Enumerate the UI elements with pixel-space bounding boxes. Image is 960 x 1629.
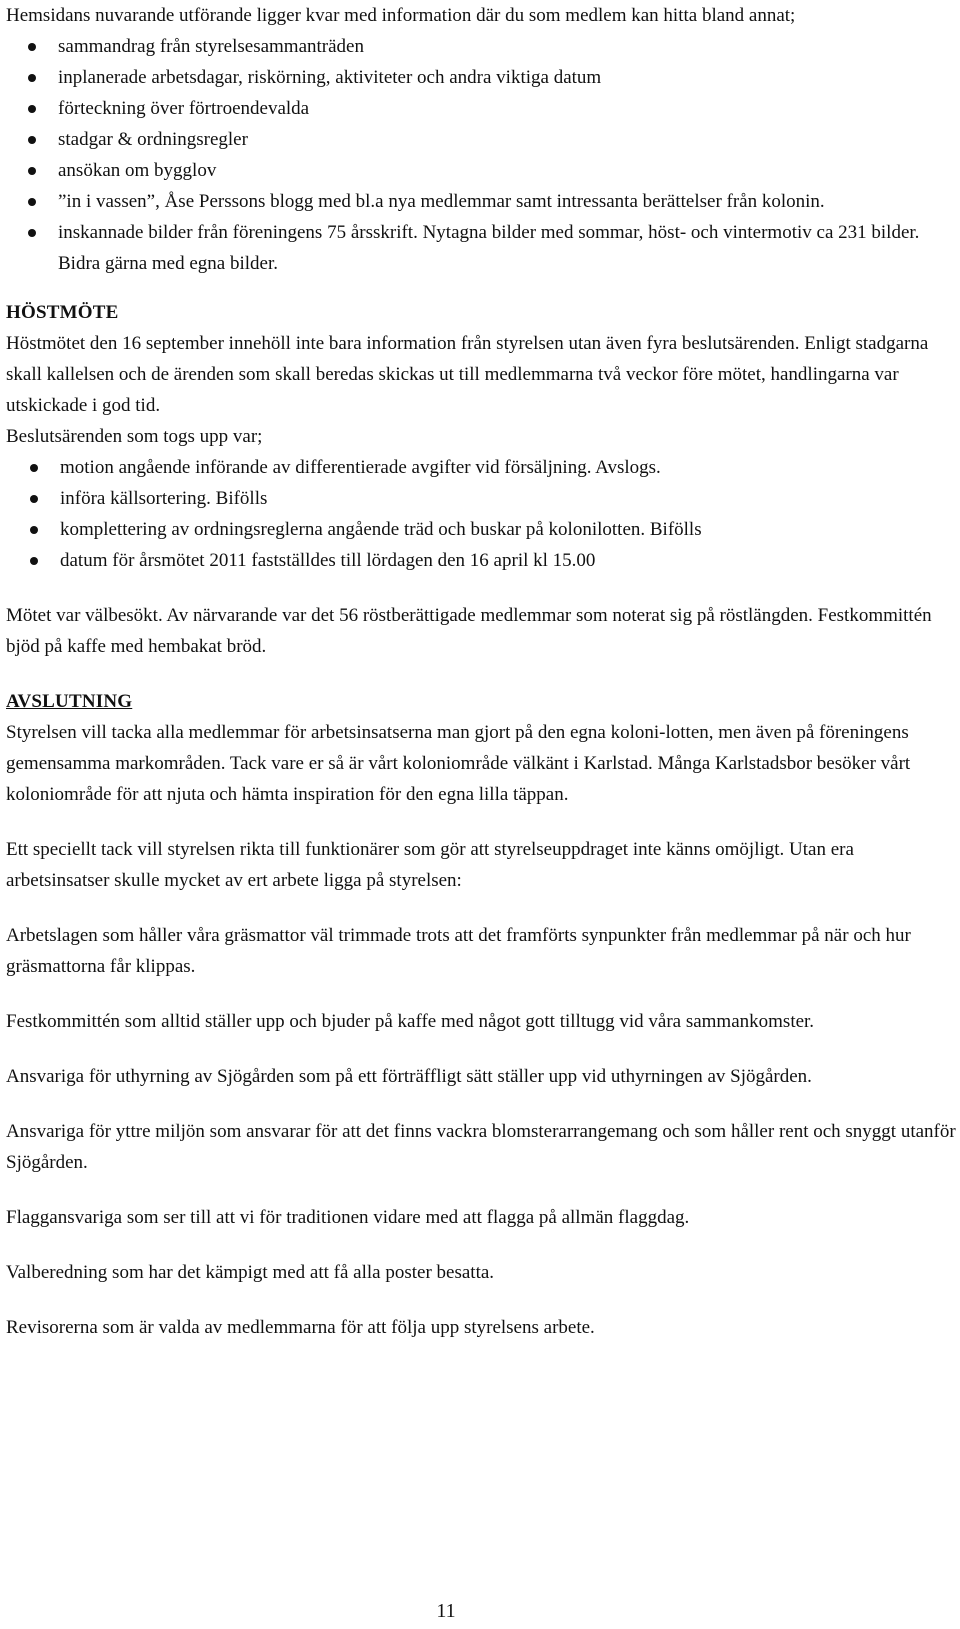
bullet-icon bbox=[28, 43, 36, 51]
bullet-icon bbox=[28, 198, 36, 206]
hostmote-lead: Beslutsärenden som togs upp var; bbox=[6, 426, 263, 447]
list-item: införa källsortering. Bifölls bbox=[6, 483, 956, 514]
list-item: motion angående införande av differentierade avgifter vid försäljning. Avslogs. bbox=[6, 452, 956, 483]
list-item: ansökan om bygglov bbox=[6, 155, 956, 186]
avslutning-paragraph: Revisorerna som är valda av medlemmarna för att följa upp styrelsens arbete. bbox=[6, 1317, 595, 1338]
avslutning-paragraph: Ett speciellt tack vill styrelsen rikta till funktionärer som gör att styrelseuppdraget inte känns omöjligt. Utan era arbetsinsatser skulle mycket av ert arbete ligga på styrelsen: bbox=[6, 839, 854, 891]
list-item: stadgar & ordningsregler bbox=[6, 124, 956, 155]
bullet-icon bbox=[28, 136, 36, 144]
bullet-icon bbox=[30, 526, 38, 534]
bullet-icon bbox=[28, 105, 36, 113]
avslutning-paragraph: Festkommittén som alltid ställer upp och bjuder på kaffe med något gott tilltugg vid våra sammankomster. bbox=[6, 1011, 815, 1032]
list-item: förteckning över förtroendevalda bbox=[6, 93, 956, 124]
hostmote-bullet-list bbox=[6, 452, 956, 576]
bullet-icon bbox=[30, 464, 38, 472]
list-item: inskannade bilder från föreningens 75 årsskrift. Nytagna bilder med sommar, höst- och vintermotiv ca 231 bilder. Bidra gärna med egna bilder. bbox=[6, 217, 956, 279]
page-number: 11 bbox=[436, 1600, 456, 1622]
list-item: datum för årsmötet 2011 fastställdes till lördagen den 16 april kl 15.00 bbox=[6, 545, 956, 576]
intro-bullet-list bbox=[6, 31, 956, 279]
list-item: ”in i vassen”, Åse Perssons blogg med bl.a nya medlemmar samt intressanta berättelser från kolonin. bbox=[6, 186, 956, 217]
hostmote-closing: Mötet var välbesökt. Av närvarande var det 56 röstberättigade medlemmar som noterat sig på röstlängden. Festkommittén bjöd på kaffe med hembakat bröd. bbox=[6, 605, 932, 657]
avslutning-paragraph: Styrelsen vill tacka alla medlemmar för arbetsinsatserna man gjort på den egna koloni-lotten, men även på föreningens gemensamma markområden. Tack vare er så är vårt koloniområde välkänt i Karlstad. Många Karlstadsbor besöker vårt koloniområde för att njuta och hämta inspiration för den egna lilla täppan. bbox=[6, 722, 911, 805]
hostmote-heading: HÖSTMÖTE bbox=[6, 302, 119, 323]
bullet-icon bbox=[30, 557, 38, 565]
list-item: inplanerade arbetsdagar, riskörning, aktiviteter och andra viktiga datum bbox=[6, 62, 956, 93]
intro-paragraph: Hemsidans nuvarande utförande ligger kvar med information där du som medlem kan hitta bland annat; bbox=[6, 5, 796, 26]
list-item: komplettering av ordningsreglerna angående träd och buskar på kolonilotten. Bifölls bbox=[6, 514, 956, 545]
avslutning-paragraph: Ansvariga för uthyrning av Sjögården som på ett förträffligt sätt ställer upp vid uthyrningen av Sjögården. bbox=[6, 1066, 812, 1087]
document-page bbox=[6, 0, 956, 1343]
avslutning-paragraph: Valberedning som har det kämpigt med att få alla poster besatta. bbox=[6, 1262, 495, 1283]
bullet-icon bbox=[28, 74, 36, 82]
bullet-icon bbox=[28, 229, 36, 237]
avslutning-paragraph: Ansvariga för yttre miljön som ansvarar för att det finns vackra blomsterarrangemang och som håller rent och snyggt utanför Sjögården. bbox=[6, 1121, 956, 1173]
bullet-icon bbox=[28, 167, 36, 175]
list-item: sammandrag från styrelsesammanträden bbox=[6, 31, 956, 62]
avslutning-heading: AVSLUTNING bbox=[6, 691, 133, 712]
avslutning-paragraph: Arbetslagen som håller våra gräsmattor väl trimmade trots att det framförts synpunkter från medlemmar på när och hur gräsmattorna får klippas. bbox=[6, 925, 911, 977]
hostmote-paragraph: Höstmötet den 16 september innehöll inte bara information från styrelsen utan även fyra beslutsärenden. Enligt stadgarna skall kallelsen och de ärenden som skall beredas skickas ut till medlemmarna två veckor före mötet, handlingarna var utskickade i god tid. bbox=[6, 333, 929, 416]
bullet-icon bbox=[30, 495, 38, 503]
avslutning-paragraph: Flaggansvariga som ser till att vi för traditionen vidare med att flagga på allmän flaggdag. bbox=[6, 1207, 690, 1228]
